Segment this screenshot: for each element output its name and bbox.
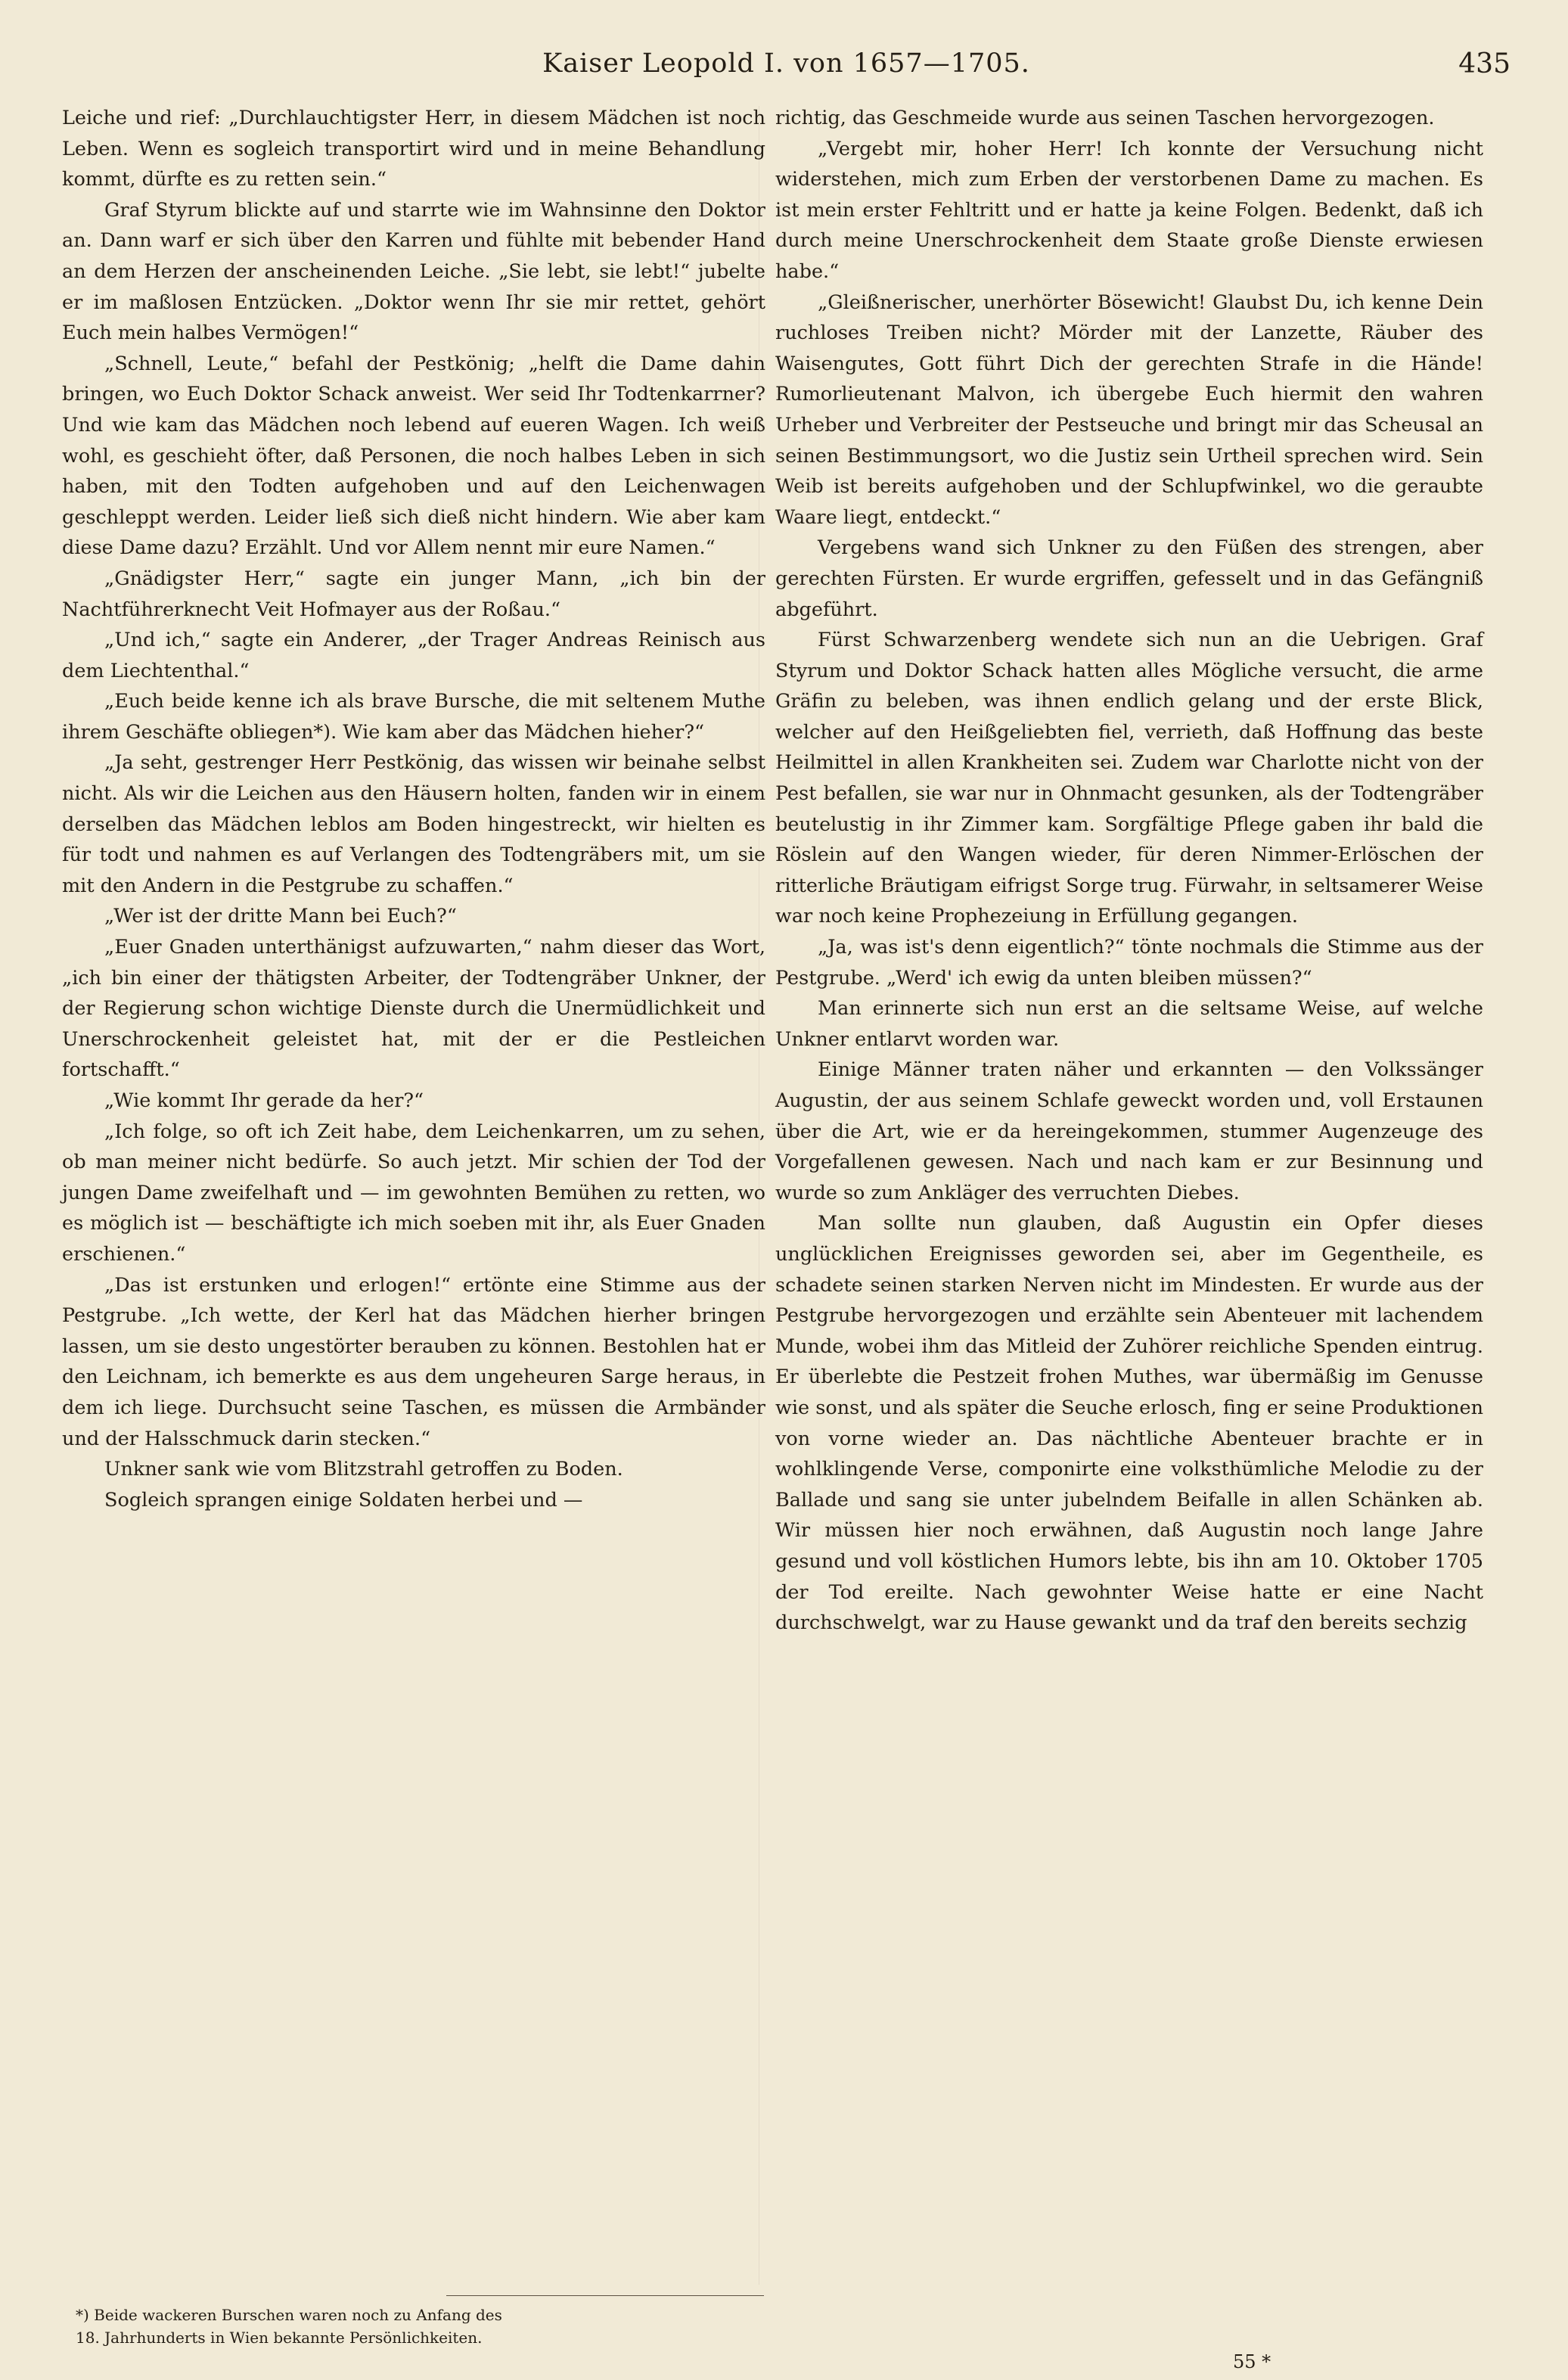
paragraph: Graf Styrum blickte auf und starrte wie im Wahnsinne den Doktor an. Dann warf er sich über den Karren und fühlte mit bebender Hand an dem Herzen der anscheinenden Leiche. „Sie lebt, sie lebt!“ jubelte er im maßlosen Entzücken. „Doktor wenn Ihr sie mir rettet, gehört Euch mein halbes Vermögen!“ xyxy=(62,198,765,345)
paragraph: Leiche und rief: „Durchlauchtigster Herr, in diesem Mädchen ist noch Leben. Wenn es sogleich transportirt wird und in meine Behandlung kommt, dürfte es zu retten sein.“ xyxy=(62,107,765,191)
paragraph: Unkner sank wie vom Blitzstrahl getroffen zu Boden. xyxy=(104,1458,623,1481)
paragraph: Man sollte nun glauben, daß Augustin ein Opfer dieses unglücklichen Ereignisses geworden sei, aber im Gegentheile, es schadete seinen starken Nerven nicht im Mindesten. Er wurde aus der Pestgrube hervorgezogen und erzählte sein Abenteuer mit lachendem Munde, wobei ihm das Mitleid der Zuhörer reichliche Spenden eintrug. Er überlebte die Pestzeit frohen Muthes, war übermäßig im Genusse wie sonst, und als später die Seuche erlosch, fing er seine Produktionen von vorne wieder an. Das nächtliche Abenteuer brachte er in wohlklingende Verse, componirte eine volksthümliche Melodie zu der Ballade und sang sie unter jubelndem Beifalle in allen Schänken ab. Wir müssen hier noch erwähnen, daß Augustin noch lange Jahre gesund und voll köstlichen Humors lebte, bis ihn am 10. Oktober 1705 der Tod ereilte. Nach gewohnter Weise hatte er eine Nacht durchschwelgt, war zu Hause gewankt und da traf den bereits sechzig xyxy=(775,1212,1483,1635)
paragraph: Vergebens wand sich Unkner zu den Füßen des strengen, aber gerechten Fürsten. Er wurde ergriffen, gefesselt und in das Gefängniß abgeführt. xyxy=(775,536,1483,621)
paragraph: „Vergebt mir, hoher Herr! Ich konnte der Versuchung nicht widerstehen, mich zum Erben der verstorbenen Dame zu machen. Es ist mein erster Fehltritt und er hatte ja keine Folgen. Bedenkt, daß ich durch meine Unerschrockenheit dem Staate große Dienste erwiesen habe.“ xyxy=(775,137,1483,283)
running-title: Kaiser Leopold I. von 1657—1705. xyxy=(542,48,1030,79)
paragraph: „Und ich,“ sagte ein Anderer, „der Trager Andreas Reinisch aus dem Liechtenthal.“ xyxy=(62,629,765,682)
footnote-rule xyxy=(446,2295,764,2296)
paragraph: richtig, das Geschmeide wurde aus seinen Taschen hervorgezogen. xyxy=(775,107,1435,129)
paragraph: Man erinnerte sich nun erst an die seltsame Weise, auf welche Unkner entlarvt worden war. xyxy=(775,997,1483,1051)
paragraph: Fürst Schwarzenberg wendete sich nun an die Uebrigen. Graf Styrum und Doktor Schack hatten alles Mögliche versucht, die arme Gräfin zu beleben, was ihnen endlich gelang und der erste Blick, welcher auf den Heißgeliebten fiel, verrieth, daß Hoffnung das beste Heilmittel in allen Krankheiten sei. Zudem war Charlotte nicht von der Pest befallen, sie war nur in Ohnmacht gesunken, als der Todtengräber beutelustig in ihr Zimmer kam. Sorgfältige Pflege gaben ihr bald die Röslein auf den Wangen wieder, für deren Nimmer-Erlöschen der ritterliche Bräutigam eifrigst Sorge trug. Fürwahr, in seltsamerer Weise war noch keine Prophezeiung in Erfüllung gegangen. xyxy=(775,629,1483,928)
paragraph: „Euch beide kenne ich als brave Bursche, die mit seltenem Muthe ihrem Geschäfte obliegen*). Wie kam aber das Mädchen hieher?“ xyxy=(62,690,765,744)
footnote-line: *) Beide wackeren Burschen waren noch zu Anfang des xyxy=(76,2306,502,2324)
paragraph: „Ja, was ist's denn eigentlich?“ tönte nochmals die Stimme aus der Pestgrube. „Werd' ich ewig da unten bleiben müssen?“ xyxy=(775,936,1483,990)
paragraph: Sogleich sprangen einige Soldaten herbei und — xyxy=(104,1488,583,1512)
paragraph: Einige Männer traten näher und erkannten — den Volkssänger Augustin, der aus seinem Schlafe geweckt worden und, voll Erstaunen über die Art, wie er da hereingekommen, stummer Augenzeuge des Vorgefallenen gewesen. Nach und nach kam er zur Besinnung und wurde so zum Ankläger des verruchten Diebes. xyxy=(775,1058,1483,1204)
footnote-line: 18. Jahrhunderts in Wien bekannte Persönlichkeiten. xyxy=(76,2329,483,2347)
signature-mark: 55 * xyxy=(1233,2351,1271,2372)
right-column xyxy=(775,103,1483,1639)
footnote xyxy=(76,2304,764,2349)
paragraph: „Gnädigster Herr,“ sagte ein junger Mann, „ich bin der Nachtführerknecht Veit Hofmayer aus der Roßau.“ xyxy=(62,567,765,621)
paragraph: „Schnell, Leute,“ befahl der Pestkönig; „helft die Dame dahin bringen, wo Euch Doktor Schack anweist. Wer seid Ihr Todtenkarrner? Und wie kam das Mädchen noch lebend auf eueren Wagen. Ich weiß wohl, es geschieht öfter, daß Personen, die noch halbes Leben in sich haben, mit den Todten aufgehoben und auf den Leichenwagen geschleppt werden. Leider ließ sich dieß nicht hindern. Wie aber kam diese Dame dazu? Erzählt. Und vor Allem nennt mir eure Namen.“ xyxy=(62,352,765,560)
paragraph: „Ich folge, so oft ich Zeit habe, dem Leichenkarren, um zu sehen, ob man meiner nicht bedürfe. So auch jetzt. Mir schien der Tod der jungen Dame zweifelhaft und — im gewohnten Bemühen zu retten, wo es möglich ist — beschäftigte ich mich soeben mit ihr, als Euer Gnaden erschienen.“ xyxy=(62,1120,765,1266)
page-header xyxy=(62,48,1511,89)
paragraph: „Wie kommt Ihr gerade da her?“ xyxy=(104,1089,424,1112)
paragraph: „Das ist erstunken und erlogen!“ ertönte eine Stimme aus der Pestgrube. „Ich wette, der Kerl hat das Mädchen hierher bringen lassen, um sie desto ungestörter berauben zu können. Bestohlen hat er den Leichnam, ich bemerkte es aus dem ungeheuren Sarge heraus, in dem ich liege. Durchsucht seine Taschen, es müssen die Armbänder und der Halsschmuck darin stecken.“ xyxy=(62,1273,765,1450)
left-column xyxy=(62,103,765,1515)
paragraph: „Gleißnerischer, unerhörter Bösewicht! Glaubst Du, ich kenne Dein ruchloses Treiben nicht? Mörder mit der Lanzette, Räuber des Waisengutes, Gott führt Dich der gerechten Strafe in die Hände! Rumorlieutenant Malvon, ich übergebe Euch hiermit den wahren Urheber und Verbreiter der Pestseuche und bringt mir das Scheusal an seinen Bestimmungsort, wo die Justiz sein Urtheil sprechen wird. Sein Weib ist bereits aufgehoben und der Schlupfwinkel, wo die geraubte Waare liegt, entdeckt.“ xyxy=(775,291,1483,529)
paragraph: „Euer Gnaden unterthänigst aufzuwarten,“ nahm dieser das Wort, „ich bin einer der thätigsten Arbeiter, der Todtengräber Unkner, der der Regierung schon wichtige Dienste durch die Unermüdlichkeit und Unerschrockenheit geleistet hat, mit der er die Pestleichen fortschafft.“ xyxy=(62,936,765,1082)
paragraph: „Wer ist der dritte Mann bei Euch?“ xyxy=(104,905,457,928)
page-number: 435 xyxy=(1458,48,1511,79)
paragraph: „Ja seht, gestrenger Herr Pestkönig, das wissen wir beinahe selbst nicht. Als wir die Leichen aus den Häusern holten, fanden wir in einem derselben das Mädchen leblos am Boden hingestreckt, wir hielten es für todt und nahmen es auf Verlangen des Todtengräbers mit, um sie mit den Andern in die Pestgrube zu schaffen.“ xyxy=(62,751,765,897)
